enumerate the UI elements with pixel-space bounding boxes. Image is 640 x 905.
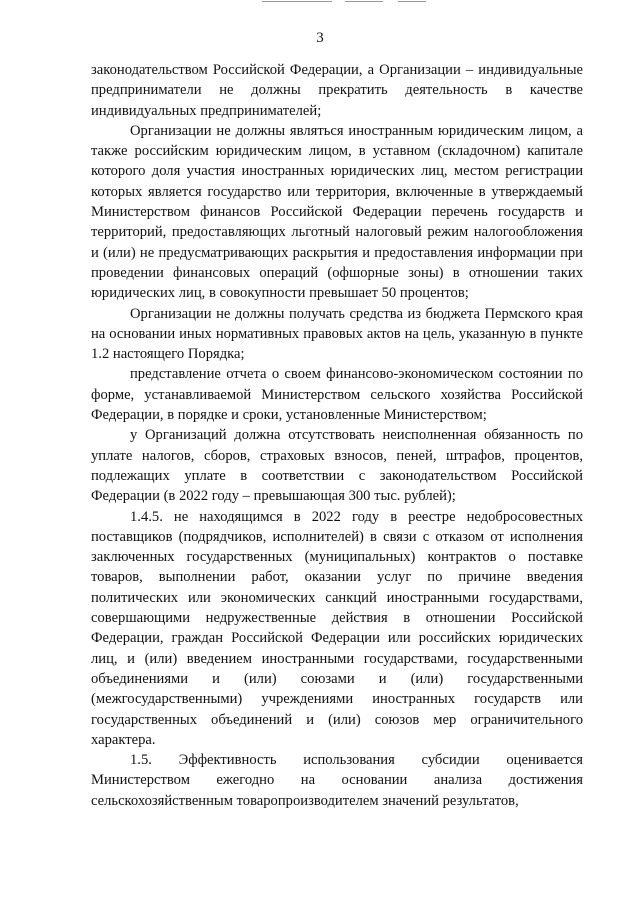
paragraph-foreign-entity: Организации не должны являться иностранным юридическим лицом, а также российским юридическим лицом, в уставном (складочном) капитале которого доля участия иностранных юридических лиц, местом регистрации которых является государство или территория, включенные в утверждаемый Министерством финансов Российской Федерации перечень государств и территорий, предоставляющих льготный налоговый режим налогообложения и (или) не предусматривающих раскрытия и предоставления информации при проведении финансовых операций (офшорные зоны) в отношении таких юридических лиц, в совокупности превышает 50 процентов; <box>91 122 583 302</box>
paragraph-1-4-5: 1.4.5. не находящимся в 2022 году в реестре недобросовестных поставщиков (подрядчиков, исполнителей) в связи с отказом от исполнения заключенных государственных (муниципальных) контрактов о поставке товаров, выполнении работ, оказании услуг по причине введения политических или экономических санкций иностранными государствами, совершающими недружественные действия в отношении Российской Федерации, граждан Российской Федерации или российских юридических лиц, и (или) введением иностранными государствами, государственными объединениями и (или) союзами и (или) государственными (межгосударственными) учреждениями иностранных государств или государственных объединений и (или) союзов мер ограничительного характера. <box>91 508 583 748</box>
paragraph-continuation: законодательством Российской Федерации, а Организации – индивидуальные предприниматели не должны прекратить деятельность в качестве индивидуальных предпринимателей; <box>91 62 583 119</box>
paragraph-financial-report: представление отчета о своем финансово-экономическом состоянии по форме, устанавливаемой Министерством сельского хозяйства Российской Федерации, в порядке и сроки, установленные Министерством; <box>91 366 583 424</box>
paragraph-tax-obligations: у Организаций должна отсутствовать неисполненная обязанность по уплате налогов, сборов, страховых взносов, пеней, штрафов, процентов, подлежащих уплате в соответствии с законодательством Российской Федерации (в 2022 году – превышающая 300 тыс. рублей); <box>91 427 583 505</box>
scan-edge-marks <box>0 0 640 4</box>
document-body <box>91 60 583 811</box>
paragraph-budget-funds: Организации не должны получать средства из бюджета Пермского края на основании иных нормативных правовых актов на цель, указанную в пункте 1.2 настоящего Порядка; <box>91 305 583 363</box>
paragraph-1-5: 1.5. Эффективность использования субсидии оценивается Министерством ежегодно на основании анализа достижения сельскохозяйственным товаропроизводителем значений результатов, <box>91 752 583 809</box>
page-number: 3 <box>316 30 324 46</box>
